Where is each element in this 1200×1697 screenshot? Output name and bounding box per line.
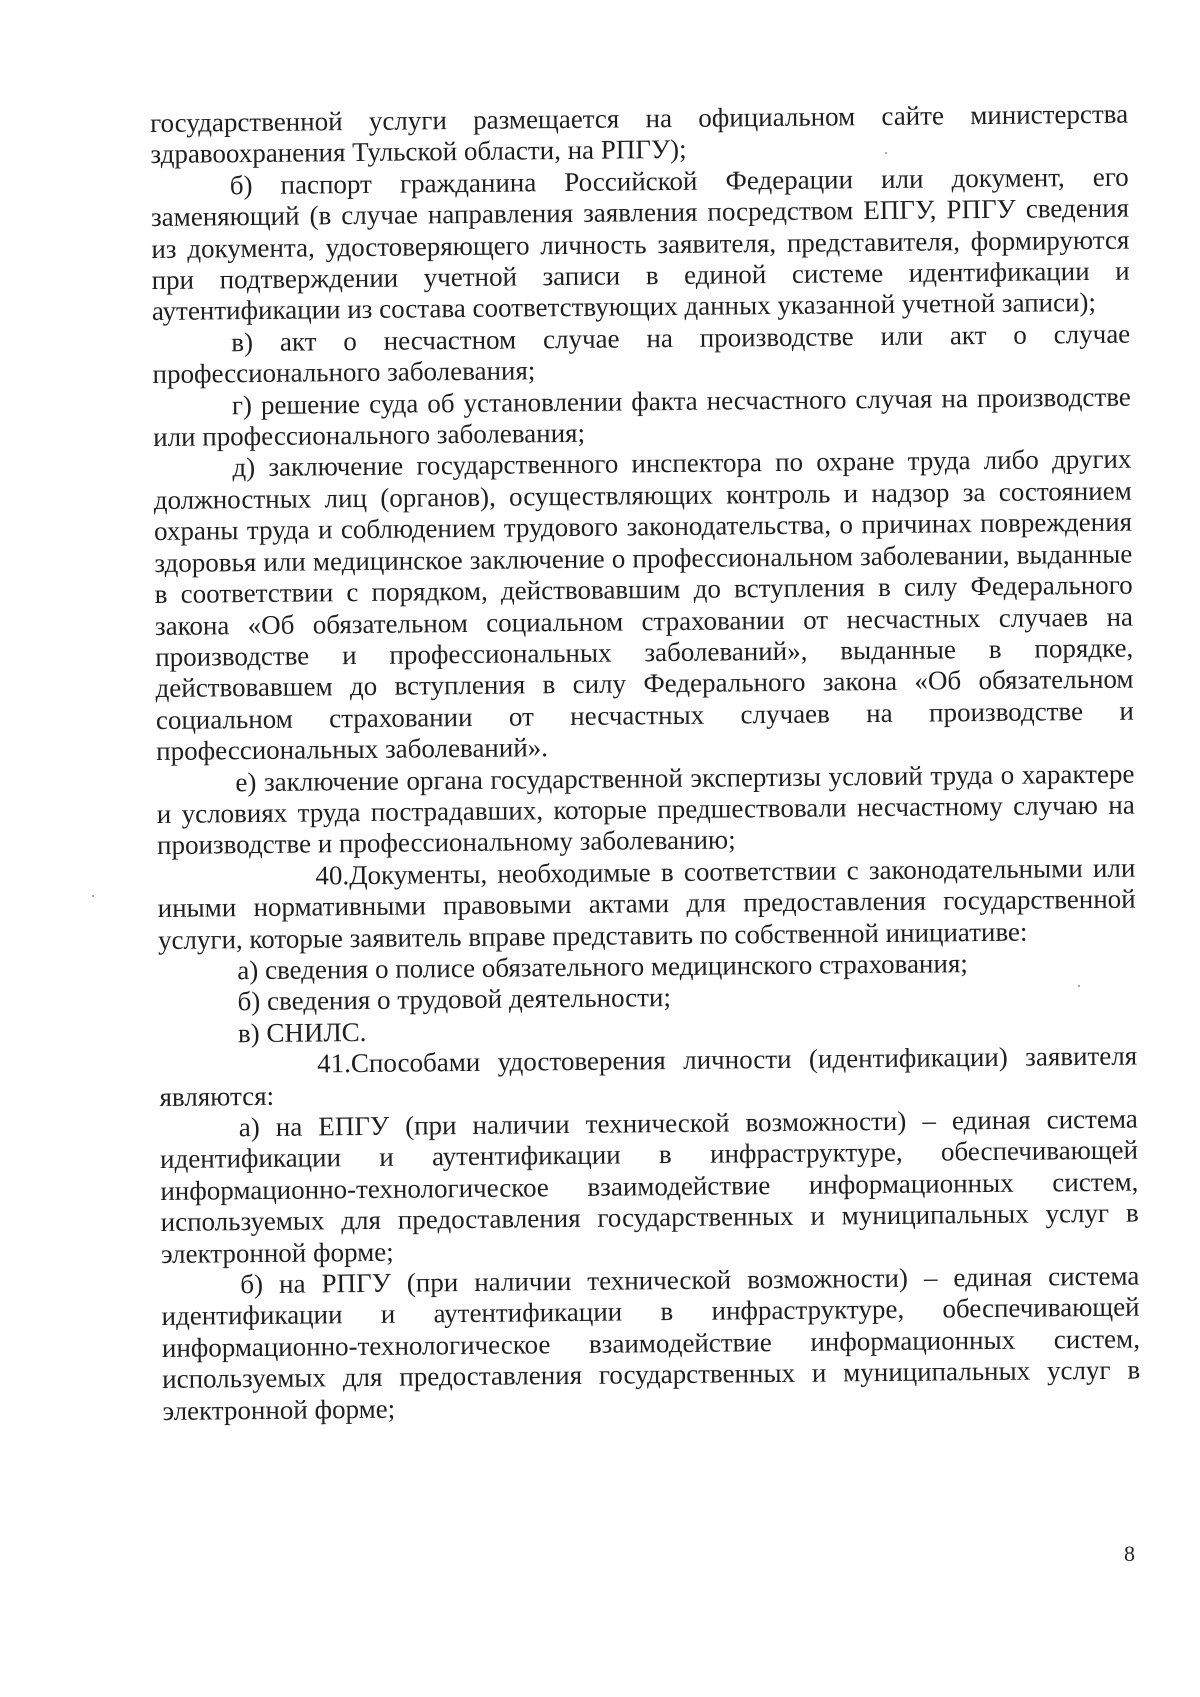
item-number-40: 40. — [315, 859, 350, 891]
scan-speck — [92, 895, 94, 897]
paragraph-accident-act: в) акт о несчастном случае на производстве или акт о случае профессионального заболевания; — [152, 318, 1131, 390]
paragraph-court-decision: г) решение суда об установлении факта несчастного случая на производстве или профессионального заболевания; — [153, 381, 1131, 453]
paragraph-oms-policy: а) сведения о полисе обязательного медицинского страхования; — [237, 948, 968, 986]
paragraph-labor-activity: б) сведения о трудовой деятельности; — [237, 982, 672, 1017]
paragraph-item-40 — [157, 852, 1136, 956]
scan-speck — [1078, 985, 1080, 987]
paragraph-inspector-conclusion: д) заключение государственного инспектора по охране труда либо других должностных лиц (органов), осуществляющих контроль и надзор за состоянием охраны труда и соблюдением трудового законодательства, о причинах повреждения здоровья или медицинское заключение о профессиональном заболевании, выданные в соответствии с порядком, действовавшим до вступления в силу Федерального закона «Об обязательном социальном страховании от несчастных случаев на производстве и профессиональных заболеваний», выданные в порядке, действовавшем до вступления в силу Федерального закона «Об обязательном социальном страховании от несчастных случаев на производстве и профессиональных заболеваний». — [153, 444, 1134, 767]
paragraph-expertise-conclusion: е) заключение органа государственной экспертизы условий труда о характере и условиях труда пострадавших, которые предшествовали несчастному случаю на производстве и профессиональному заболеванию; — [156, 758, 1135, 861]
paragraph-epgu-identification: а) на ЕПГУ (при наличии технической возможности) – единая система идентификации и аутентификации в инфраструктуре, обеспечивающей информационно-технологическое взаимодействие информационных систем, используемых для предоставления государственных и муниципальных услуг в электронной форме; — [159, 1103, 1139, 1269]
paragraph-snils: в) СНИЛС. — [237, 1016, 367, 1048]
paragraph-service-info-tail: государственной услуги размещается на официальном сайте министерства здравоохранения Тульской области, на РПГУ); — [150, 98, 1129, 170]
paragraph-item-41 — [159, 1041, 1138, 1113]
scan-speck — [885, 152, 887, 154]
paragraph-rpgu-identification: б) на РПГУ (при наличии технической возможности) – единая система идентификации и аутентификации в инфраструктуре, обеспечивающей информационно-технологическое взаимодействие информационных систем, используемых для предоставления государственных и муниципальных услуг в электронной форме; — [161, 1260, 1141, 1426]
item-40-text: Документы, необходимые в соответствии с законодательными или иными нормативными правовыми актами для предоставления государственной услуги, которые заявитель вправе представить по собственной инициативе: — [157, 852, 1136, 955]
page-number: 8 — [1124, 1541, 1135, 1566]
item-41-text: Способами удостоверения личности (идентификации) заявителя являются: — [159, 1040, 1138, 1112]
document-body — [150, 99, 1141, 1427]
item-number-41: 41. — [317, 1048, 352, 1079]
paragraph-passport: б) паспорт гражданина Российской Федерации или документ, его заменяющий (в случае направления заявления посредством ЕПГУ, РПГУ сведения из документа, удостоверяющего личность заявителя, представителя, формируются при подтверждении учетной записи в единой системе идентификации и аутентификации из состава соответствующих данных указанной учетной записи); — [150, 161, 1130, 327]
